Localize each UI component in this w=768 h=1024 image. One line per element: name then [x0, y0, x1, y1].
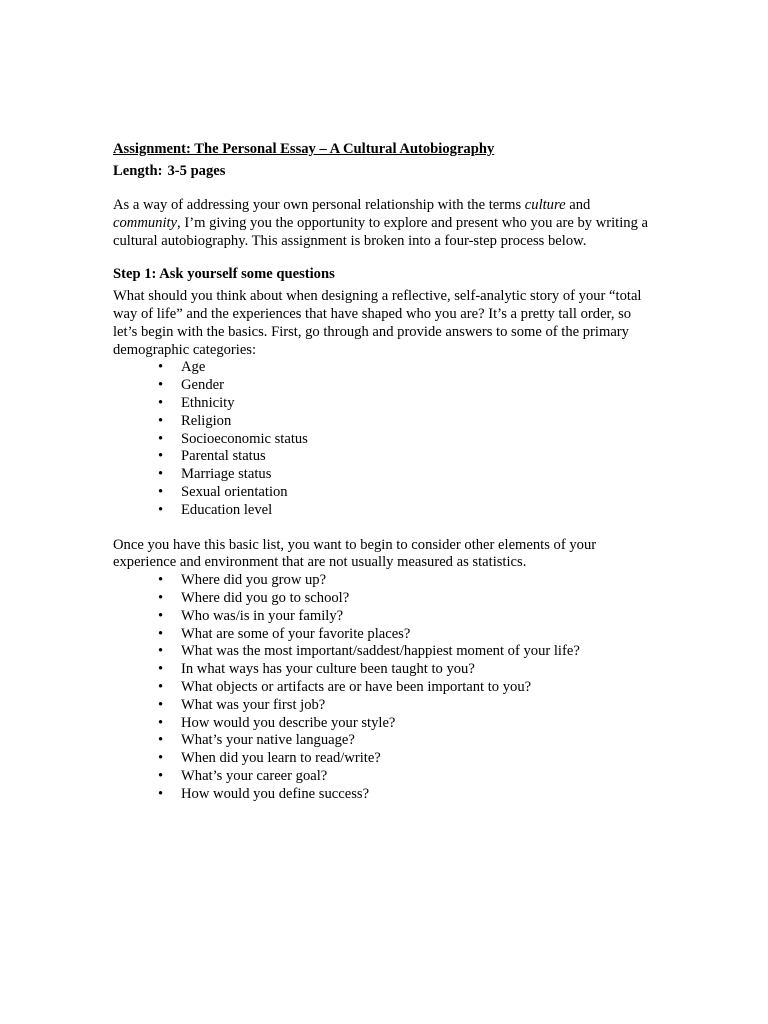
question-item-text: What’s your career goal?	[181, 767, 328, 784]
demographic-item	[158, 395, 658, 413]
second-paragraph: Once you have this basic list, you want to begin to consider other elements of your experience and environment that are not usually measured as statistics.	[113, 536, 597, 571]
question-item	[158, 715, 658, 733]
bullet-icon: •	[158, 501, 164, 518]
demographic-item-text: Gender	[181, 377, 224, 394]
question-item	[158, 679, 658, 697]
demographic-item-text: Marriage status	[181, 466, 272, 483]
demographic-item-text: Age	[181, 359, 206, 376]
demographic-item	[158, 431, 658, 449]
step1-heading: Step 1: Ask yourself some questions	[113, 266, 335, 283]
question-item	[158, 768, 658, 786]
question-item-text: What was your first job?	[181, 696, 326, 713]
question-item-text: What objects or artifacts are or have been important to you?	[181, 678, 532, 695]
demographic-item	[158, 466, 658, 484]
demographic-item-text: Socioeconomic status	[181, 430, 308, 447]
bullet-icon: •	[158, 714, 164, 731]
question-item	[158, 608, 658, 626]
question-item	[158, 626, 658, 644]
demographic-item	[158, 359, 658, 377]
bullet-icon: •	[158, 607, 164, 624]
question-item	[158, 643, 658, 661]
question-item-text: What was the most important/saddest/happiest moment of your life?	[181, 643, 580, 660]
bullet-icon: •	[158, 448, 164, 465]
bullet-icon: •	[158, 661, 164, 678]
bullet-icon: •	[158, 625, 164, 642]
demographic-item-text: Ethnicity	[181, 394, 235, 411]
bullet-icon: •	[158, 359, 164, 376]
bullet-icon: •	[158, 412, 164, 429]
question-item-text: How would you describe your style?	[181, 714, 396, 731]
step1-paragraph: What should you think about when designing a reflective, self-analytic story of your “total way of life” and the experiences that have shaped who you are? It’s a pretty tall order, so let’s begin with the basics. First, go through and provide answers to some of the primary demographic categories:	[113, 288, 642, 358]
bullet-icon: •	[158, 785, 164, 802]
bullet-icon: •	[158, 643, 164, 660]
demographic-item	[158, 448, 658, 466]
demographics-list	[113, 359, 658, 519]
question-item	[158, 750, 658, 768]
demographic-item-text: Parental status	[181, 448, 266, 465]
question-item	[158, 572, 658, 590]
question-item-text: How would you define success?	[181, 785, 370, 802]
bullet-icon: •	[158, 572, 164, 589]
question-item	[158, 697, 658, 715]
bullet-icon: •	[158, 732, 164, 749]
bullet-icon: •	[158, 696, 164, 713]
bullet-icon: •	[158, 430, 164, 447]
intro-text-3: , I’m giving you the opportunity to explore and present who you are by writing a cultural autobiography. This assignment is broken into a four-step process below.	[113, 214, 649, 249]
demographic-item-text: Religion	[181, 412, 232, 429]
bullet-icon: •	[158, 377, 164, 394]
length-line	[113, 163, 658, 181]
bullet-icon: •	[158, 483, 164, 500]
question-item-text: What’s your native language?	[181, 732, 355, 749]
intro-term-culture: culture	[524, 197, 566, 213]
intro-text-2: and	[565, 197, 591, 213]
question-item	[158, 590, 658, 608]
bullet-icon: •	[158, 589, 164, 606]
length-value: 3-5 pages	[167, 163, 226, 179]
demographic-item	[158, 484, 658, 502]
question-item-text: What are some of your favorite places?	[181, 625, 411, 642]
demographic-item-text: Education level	[181, 501, 273, 518]
question-item-text: Where did you go to school?	[181, 589, 350, 606]
question-item	[158, 661, 658, 679]
assignment-title: Assignment: The Personal Essay – A Cultural Autobiography	[113, 141, 495, 157]
demographic-item	[158, 377, 658, 395]
question-item-text: Where did you grow up?	[181, 572, 327, 589]
bullet-icon: •	[158, 767, 164, 784]
questions-list	[113, 572, 658, 803]
demographic-item	[158, 413, 658, 431]
question-item-text: In what ways has your culture been taught to you?	[181, 661, 475, 678]
intro-term-community: community	[113, 214, 178, 231]
question-item-text: When did you learn to read/write?	[181, 750, 381, 767]
demographic-item	[158, 502, 658, 520]
question-item-text: Who was/is in your family?	[181, 607, 344, 624]
bullet-icon: •	[158, 394, 164, 411]
bullet-icon: •	[158, 750, 164, 767]
intro-paragraph	[113, 197, 658, 250]
question-item	[158, 732, 658, 750]
document-page	[113, 141, 658, 804]
length-label: Length:	[113, 163, 163, 179]
intro-text-1: As a way of addressing your own personal relationship with the terms	[113, 197, 525, 213]
bullet-icon: •	[158, 466, 164, 483]
demographic-item-text: Sexual orientation	[181, 483, 288, 500]
bullet-icon: •	[158, 678, 164, 695]
question-item	[158, 786, 658, 804]
